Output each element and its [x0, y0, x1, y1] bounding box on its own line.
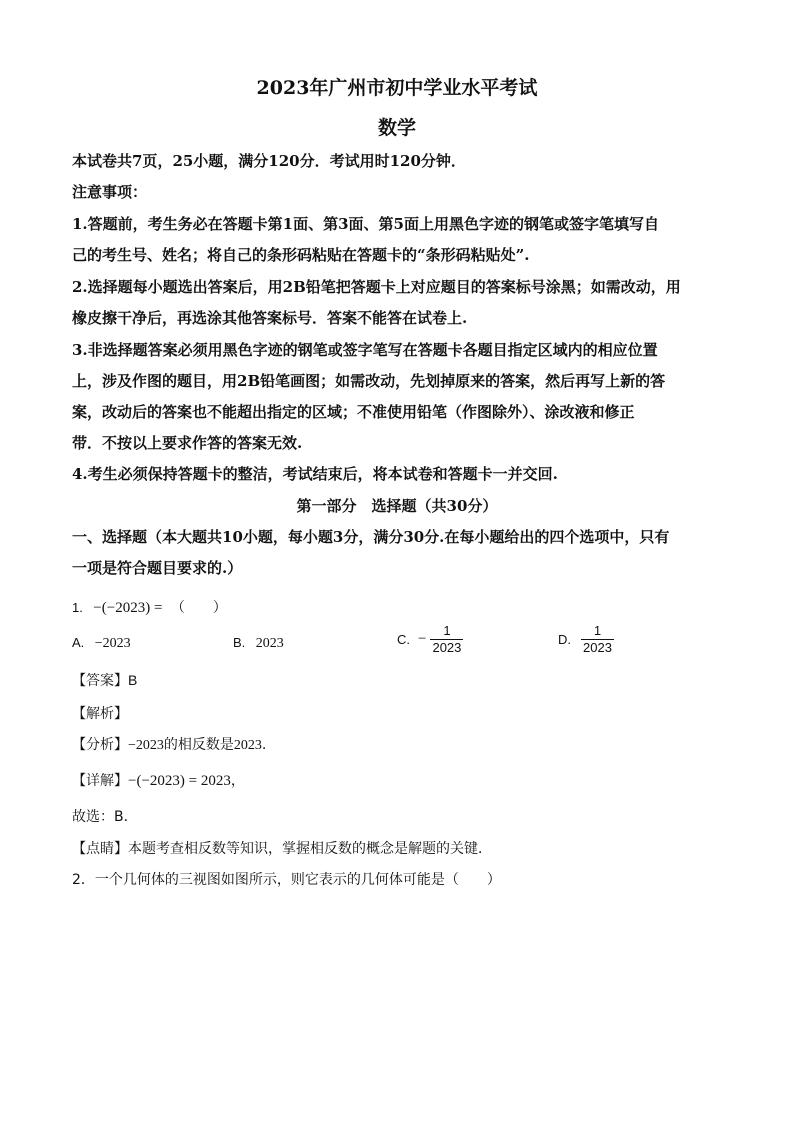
option-letter: D.	[558, 632, 571, 647]
option-c	[397, 623, 463, 656]
question-math: −(−2023) =	[93, 600, 163, 616]
notice-1-line-1: 1.答题前，考生务必在答题卡第1面、第3面、第5面上用黑色字迹的钢笔或签字笔填写自	[72, 215, 659, 233]
notice-heading: 注意事项：	[72, 183, 148, 201]
analysis-tag: 【解析】	[72, 706, 128, 722]
fraction-numerator: 1	[443, 623, 451, 638]
question-2-stem: 2．一个几何体的三视图如图所示，则它表示的几何体可能是（ ）	[72, 872, 501, 888]
option-a	[72, 635, 131, 652]
fenxi-math: −2023	[128, 738, 164, 753]
option-letter: A.	[72, 635, 85, 650]
fenxi-text: 的相反数是	[163, 737, 234, 753]
option-d	[558, 623, 614, 656]
xiangjie-end: ，	[230, 773, 245, 789]
fenxi-tag: 【分析】	[72, 737, 128, 753]
question-1-stem	[72, 597, 227, 617]
dianjing-text: 本题考查相反数等知识，掌握相反数的概念是解题的关键．	[128, 841, 492, 857]
answer-value: B	[128, 672, 138, 688]
xiangjie-math: −(−2023) = 2023	[128, 773, 231, 789]
question-number: 1.	[72, 600, 83, 615]
option-value: 2023	[255, 636, 284, 651]
notice-3-line-3: 案，改动后的答案也不能超出指定的区域；不准使用铅笔（作图除外）、涂改液和修正	[72, 403, 635, 421]
part-title: 第一部分 选择题（共30分）	[296, 497, 498, 515]
answer-tag: 【答案】	[72, 673, 128, 689]
option-letter: C.	[397, 632, 410, 647]
dianjing-line	[72, 838, 492, 858]
notice-3-line-4: 带．不按以上要求作答的答案无效.	[72, 434, 303, 452]
fraction-denominator: 2023	[432, 640, 462, 655]
option-value: −2023	[94, 636, 131, 651]
exam-info: 本试卷共7页，25小题，满分120分．考试用时120分钟．	[72, 152, 466, 170]
section-heading-line-1: 一、选择题（本大题共10小题，每小题3分，满分30分.在每小题给出的四个选项中，只有	[72, 528, 670, 546]
notice-3-line-2: 上，涉及作图的题目，用2B铅笔画图；如需改动，先划掉原来的答案，然后再写上新的答	[72, 372, 666, 390]
fenxi-end: .	[261, 737, 267, 753]
answer-blank: （ ）	[170, 600, 227, 616]
xiangjie-line	[72, 770, 245, 790]
notice-2-line-1: 2.选择题每小题选出答案后，用2B铅笔把答题卡上对应题目的答案标号涂黑；如需改动，用	[72, 278, 681, 296]
dianjing-tag: 【点睛】	[72, 841, 128, 857]
fenxi-line	[72, 734, 266, 754]
notice-2-line-2: 橡皮擦干净后，再选涂其他答案标号．答案不能答在试卷上.	[72, 309, 468, 327]
option-sign: −	[418, 631, 427, 647]
option-letter: B.	[233, 635, 246, 650]
fraction-numerator: 1	[593, 623, 602, 638]
section-heading-line-2: 一项是符合题目要求的.）	[72, 559, 243, 577]
fraction	[581, 623, 614, 656]
page-title: 2023年广州市初中学业水平考试	[256, 77, 538, 99]
notice-3-line-1: 3.非选择题答案必须用黑色字迹的钢笔或签字笔写在答题卡各题目指定区域内的相应位置	[72, 341, 658, 359]
xiangjie-tag: 【详解】	[72, 773, 128, 789]
answer-line	[72, 670, 137, 690]
choose-line: 故选：B．	[72, 809, 138, 825]
notice-1-line-2: 己的考生号、姓名；将自己的条形码粘贴在答题卡的“条形码粘贴处”.	[72, 246, 530, 264]
fenxi-math-2: 2023	[233, 738, 262, 753]
fraction-denominator: 2023	[583, 640, 612, 655]
fraction	[430, 623, 463, 656]
notice-4: 4.考生必须保持答题卡的整洁，考试结束后，将本试卷和答题卡一并交回.	[72, 465, 558, 483]
subject-title: 数学	[377, 117, 416, 139]
option-b	[233, 635, 284, 652]
